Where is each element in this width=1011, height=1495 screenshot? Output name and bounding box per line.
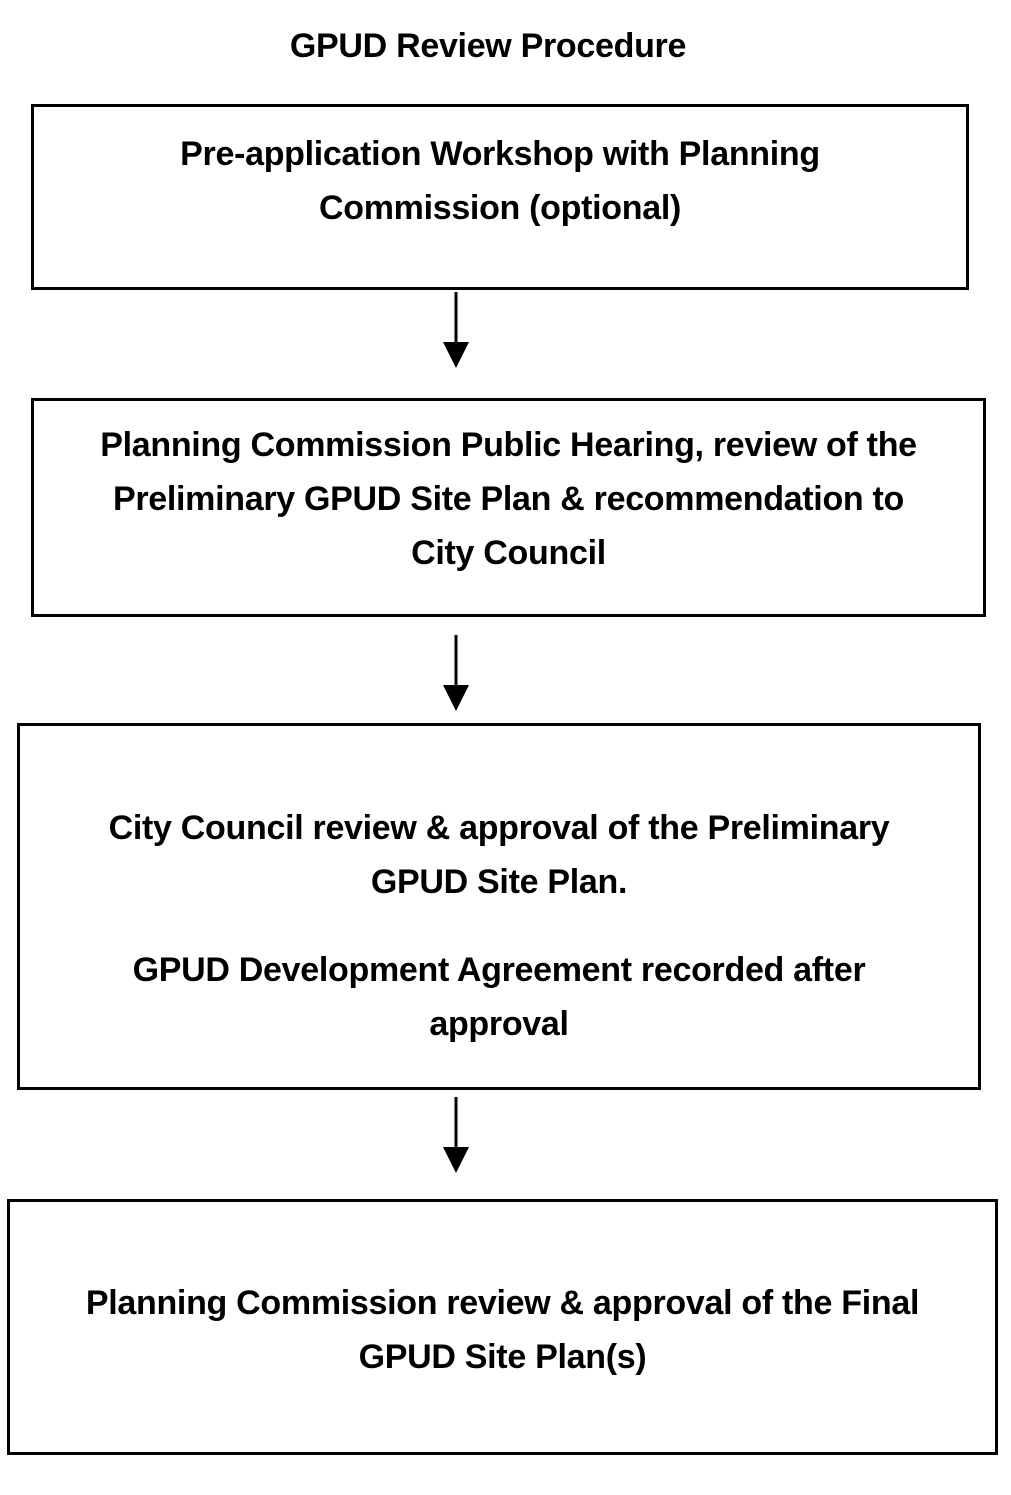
step-final-site-plan-approval — [7, 1199, 998, 1455]
step-text — [100, 418, 917, 580]
flow-arrow-1 — [441, 292, 471, 370]
step-line: GPUD Development Agreement recorded after — [132, 951, 866, 989]
step-text — [133, 943, 866, 1051]
step-line: City Council review & approval of the Preliminary — [108, 809, 890, 847]
step-preapplication-workshop — [31, 104, 969, 290]
step-line: GPUD Site Plan. — [370, 863, 628, 901]
step-text — [109, 801, 890, 909]
step-line: approval — [429, 1005, 569, 1043]
step-line: Pre-application Workshop with Planning — [180, 135, 820, 173]
step-line: Planning Commission Public Hearing, review of the — [100, 426, 917, 464]
step-text — [180, 127, 820, 235]
step-line: Planning Commission review & approval of the Final — [85, 1284, 920, 1322]
flow-arrow-3 — [441, 1097, 471, 1175]
step-line: GPUD Site Plan(s) — [358, 1338, 647, 1376]
step-line: Preliminary GPUD Site Plan & recommendation to — [112, 480, 905, 518]
flow-arrow-2 — [441, 635, 471, 713]
step-line: City Council — [411, 534, 606, 572]
step-line: Commission (optional) — [318, 189, 682, 227]
step-city-council-approval — [17, 723, 981, 1090]
diagram-title: GPUD Review Procedure — [289, 27, 687, 65]
step-text — [86, 1276, 919, 1384]
step-planning-commission-hearing — [31, 398, 986, 617]
